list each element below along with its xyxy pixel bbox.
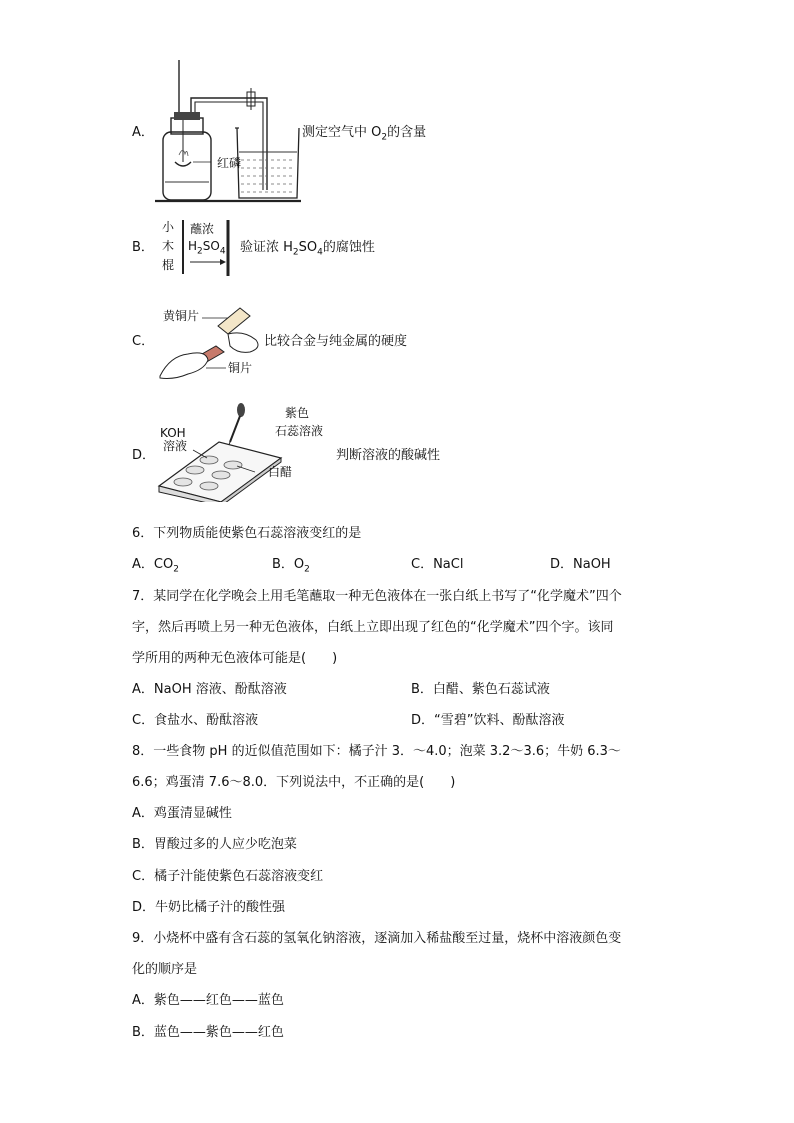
q7-option-d: D．“雪碧”饮料、酚酞溶液 [411, 713, 565, 728]
q6-option-d: D．NaOH [550, 557, 611, 572]
option-a-caption: 测定空气中 $O_2$的含量 [302, 125, 427, 143]
q7-stem-line1: 7．某同学在化学晚会上用毛笔蘸取一种无色液体在一张白纸上书写了“化学魔术”四个 [132, 589, 622, 604]
dip-label: 蘸浓 [190, 222, 215, 236]
q8-option-c: C．橘子汁能使紫色石蕊溶液变红 [132, 869, 324, 884]
q8-stem-line1: 8．一些食物 pH 的近似值范围如下：橘子汁 3．～4.0；泡菜 3.2～3.6；牛奶 6.3～ [132, 744, 621, 759]
option-c-label: C． [132, 334, 155, 349]
q8-stem-line2: 6.6；鸡蛋清 7.6～8.0．下列说法中，不正确的是( ) [132, 775, 456, 790]
q6-stem: 6．下列物质能使紫色石蕊溶液变红的是 [132, 526, 362, 541]
q7-option-a: A．NaOH 溶液、酚酞溶液 [132, 682, 287, 697]
brass-plate-label: 黄铜片 [163, 309, 200, 323]
q7-option-b: B．白醋、紫色石蕊试液 [411, 682, 550, 697]
stick-label: 小 木 棍 [162, 220, 175, 272]
q6-option-a: A．$CO_2$ [132, 557, 179, 575]
option-d-label: D． [132, 448, 156, 463]
q7-stem-line2: 字，然后再喷上另一种无色液体，白纸上立即出现了红色的“化学魔术”四个字。该同 [132, 620, 614, 635]
apparatus-a-diagram [155, 60, 305, 205]
q6-option-b: B．$O_2$ [272, 557, 310, 575]
q8-option-a: A．鸡蛋清显碱性 [132, 806, 232, 821]
red-phosphorus-label: 红磷 [217, 156, 242, 170]
option-b-caption: 验证浓 $H_2SO_4$的腐蚀性 [240, 240, 375, 258]
option-a-label: A． [132, 125, 154, 140]
copper-plate-label: 铜片 [228, 361, 253, 375]
vinegar-label: 白醋 [268, 465, 293, 479]
dip-formula: $H_2SO_4$ [188, 239, 226, 257]
koh-label-line2: 溶液 [163, 439, 188, 453]
option-b-label: B． [132, 240, 154, 255]
q9-stem-line1: 9．小烧杯中盛有含石蕊的氢氧化钠溶液，逐滴加入稀盐酸至过量，烧杯中溶液颜色变 [132, 931, 622, 946]
koh-label-line1: KOH [160, 426, 186, 440]
q6-option-c: C．NaCl [411, 557, 464, 572]
option-c-caption: 比较合金与纯金属的硬度 [264, 334, 408, 349]
q9-option-b: B．蓝色——紫色——红色 [132, 1025, 284, 1040]
q7-option-c: C．食盐水、酚酞溶液 [132, 713, 259, 728]
q7-stem-line3: 学所用的两种无色液体可能是( ) [132, 651, 338, 666]
litmus-label-line2: 石蕊溶液 [275, 424, 324, 438]
option-d-caption: 判断溶液的酸碱性 [336, 448, 441, 463]
litmus-label-line1: 紫色 [285, 406, 310, 420]
q8-option-b: B．胃酸过多的人应少吃泡菜 [132, 837, 297, 852]
q8-option-d: D．牛奶比橘子汁的酸性强 [132, 900, 286, 915]
q9-stem-line2: 化的顺序是 [132, 962, 198, 977]
q9-option-a: A．紫色——红色——蓝色 [132, 993, 284, 1008]
